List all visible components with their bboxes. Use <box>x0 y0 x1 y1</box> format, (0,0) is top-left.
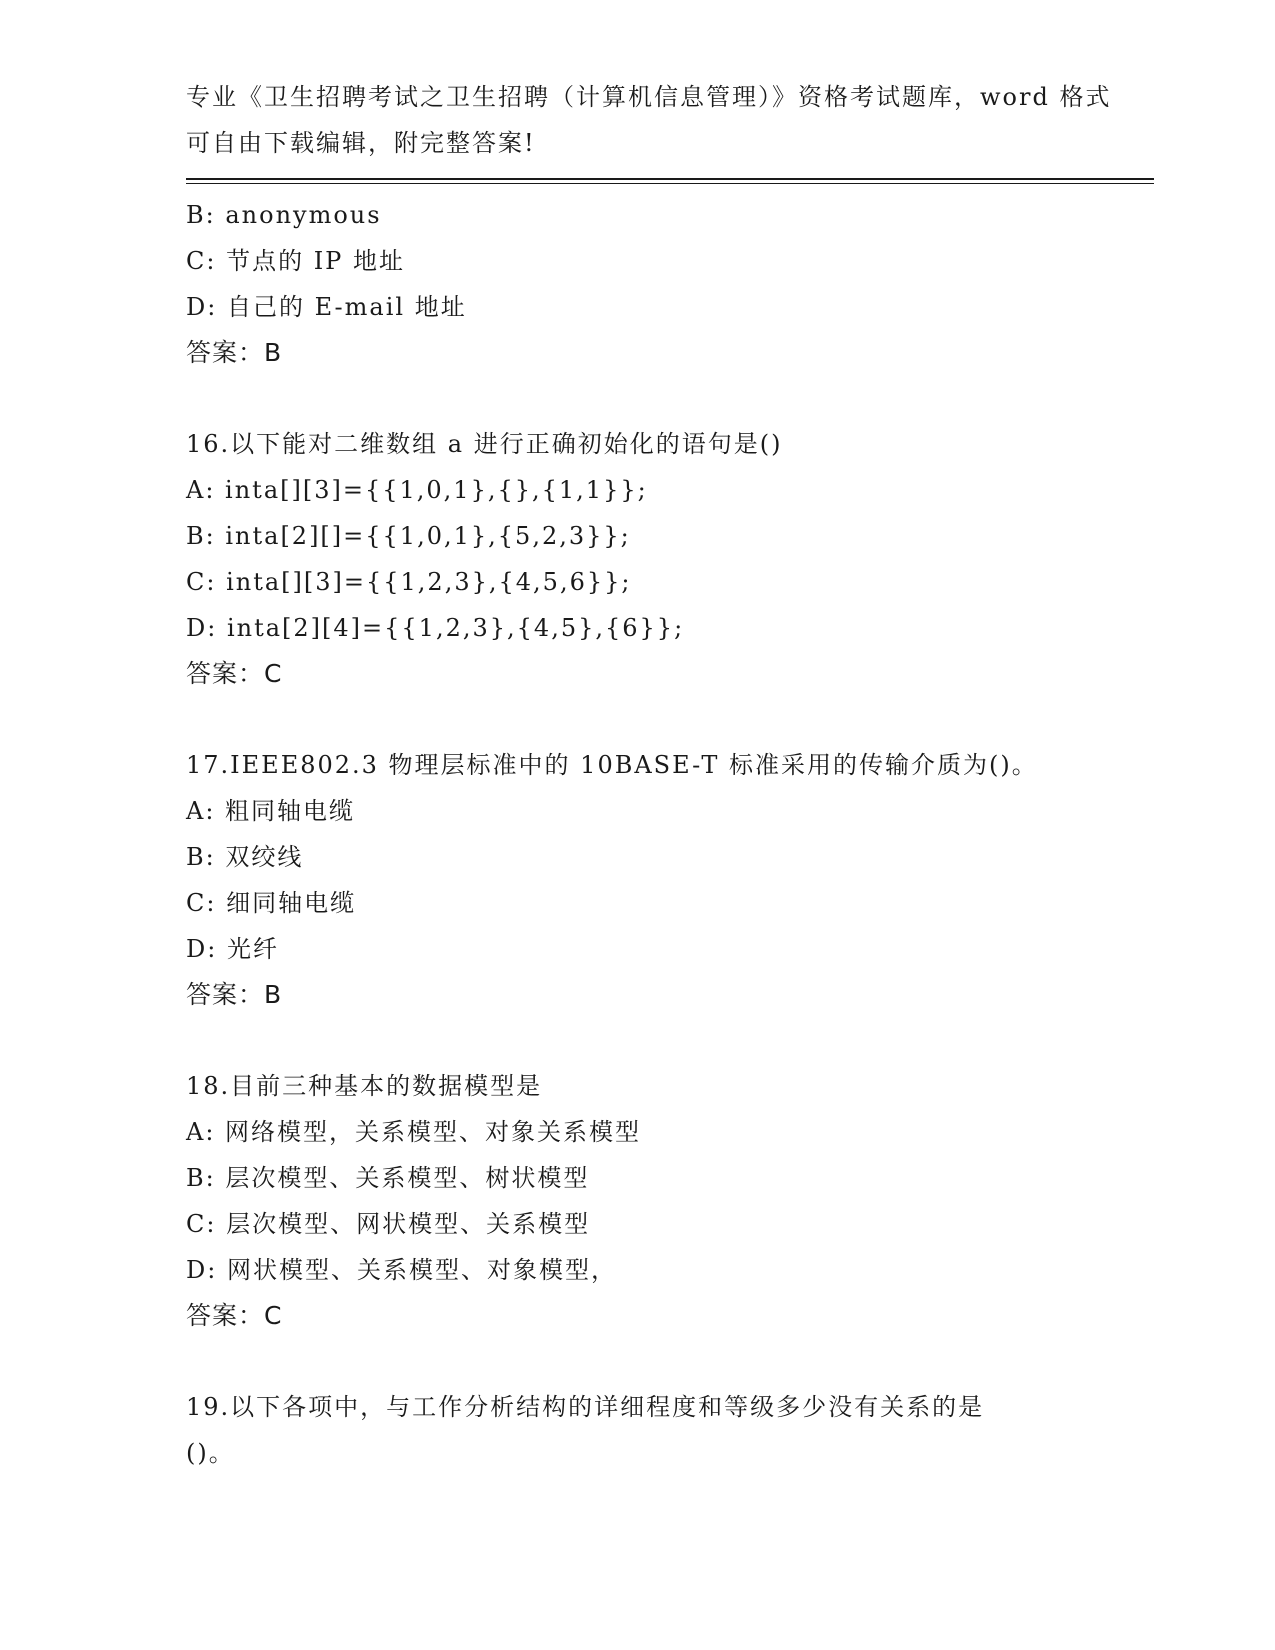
answer-line: 答案：C <box>186 1301 283 1330</box>
option-b: B: 双绞线 <box>186 843 304 871</box>
question-list <box>186 192 1154 1476</box>
option-c: C: inta[][3]={{1,2,3},{4,5,6}}; <box>186 568 632 596</box>
option-d: D: 自己的 E-mail 地址 <box>186 293 467 321</box>
answer-line: 答案：B <box>186 338 283 367</box>
question-text: 18.目前三种基本的数据模型是 <box>186 1072 543 1100</box>
spacer <box>186 1339 1154 1384</box>
option-b: B: inta[2][]={{1,0,1},{5,2,3}}; <box>186 522 631 550</box>
option-d: D: 光纤 <box>186 935 279 963</box>
question-16 <box>186 421 1154 697</box>
spacer <box>186 376 1154 421</box>
answer-line: 答案：C <box>186 659 283 688</box>
header-divider-thick <box>186 178 1154 180</box>
option-c: C: 层次模型、网状模型、关系模型 <box>186 1210 591 1238</box>
option-a: A: 粗同轴电缆 <box>186 797 356 825</box>
header-line-2: 可自由下载编辑，附完整答案! <box>186 129 536 157</box>
spacer <box>186 697 1154 742</box>
option-a: A: 网络模型，关系模型、对象关系模型 <box>186 1118 642 1146</box>
question-text: 17.IEEE802.3 物理层标准中的 10BASE-T 标准采用的传输介质为()。 <box>186 751 1038 779</box>
option-c: C: 节点的 IP 地址 <box>186 247 405 275</box>
document-header <box>186 74 1112 166</box>
option-b: B: anonymous <box>186 201 382 229</box>
option-a: A: inta[][3]={{1,0,1},{},{1,1}}; <box>186 476 648 504</box>
option-c: C: 细同轴电缆 <box>186 889 357 917</box>
answer-line: 答案：B <box>186 980 283 1009</box>
question-17 <box>186 742 1154 1018</box>
header-line-1: 专业《卫生招聘考试之卫生招聘（计算机信息管理）》资格考试题库，word 格式 <box>186 83 1112 111</box>
option-d: D: 网状模型、关系模型、对象模型， <box>186 1256 617 1284</box>
question-18 <box>186 1063 1154 1339</box>
option-b: B: 层次模型、关系模型、树状模型 <box>186 1164 590 1192</box>
question-text: 19.以下各项中，与工作分析结构的详细程度和等级多少没有关系的是 <box>186 1393 985 1421</box>
question-19 <box>186 1384 1154 1476</box>
question-text: 16.以下能对二维数组 a 进行正确初始化的语句是() <box>186 430 783 458</box>
spacer <box>186 1018 1154 1063</box>
question-text-continued: ()。 <box>186 1439 235 1467</box>
header-divider-thin <box>186 183 1154 184</box>
question-15-tail <box>186 192 1154 376</box>
option-d: D: inta[2][4]={{1,2,3},{4,5},{6}}; <box>186 614 685 642</box>
